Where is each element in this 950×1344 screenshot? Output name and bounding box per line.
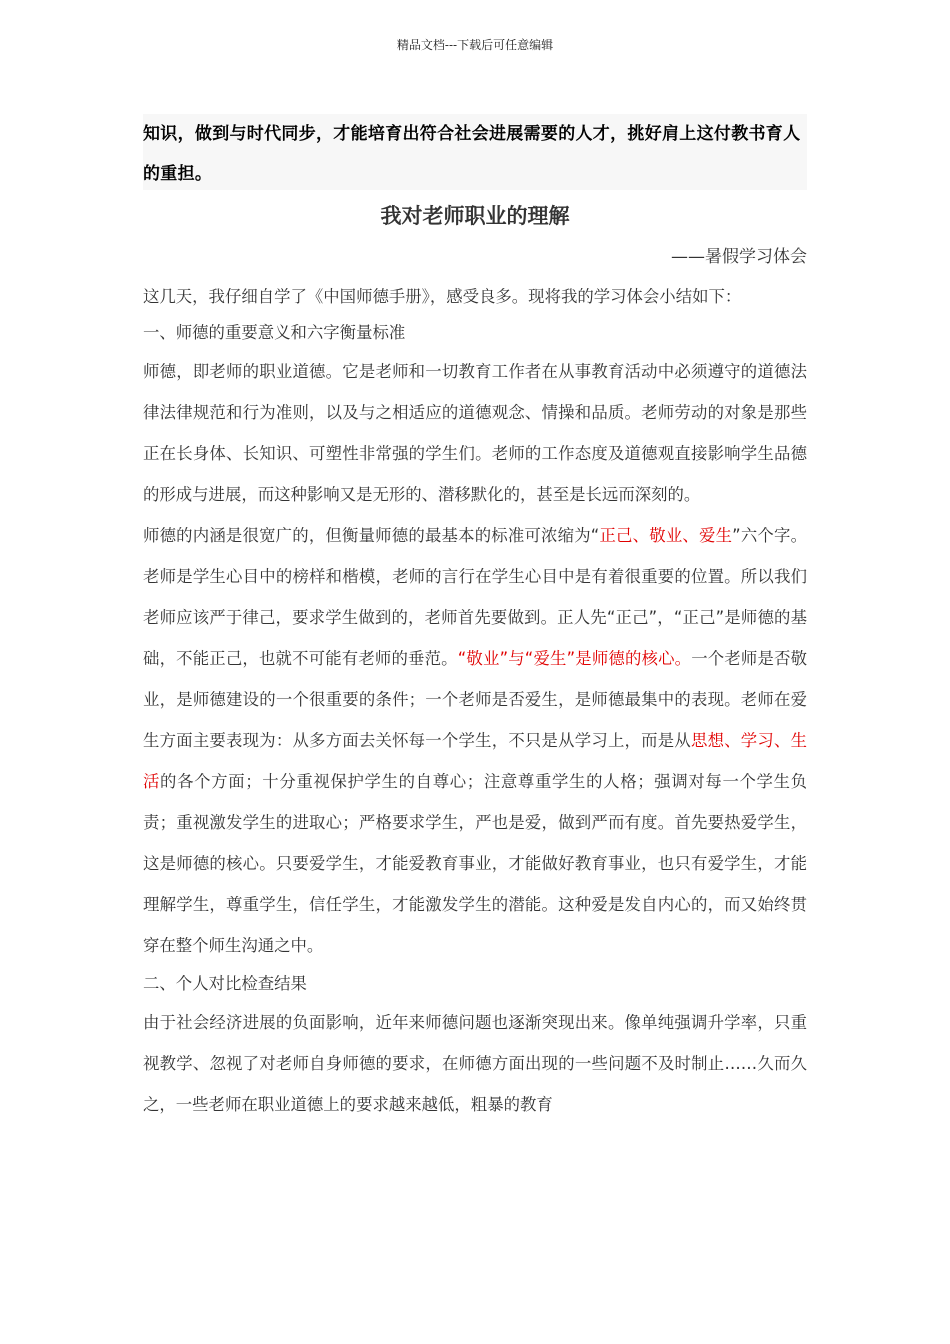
section-heading-1: 一、师德的重要意义和六字衡量标准 (143, 323, 406, 342)
para2-highlight-core: “敬业”与“爱生”是师德的核心。 (457, 649, 692, 668)
para2-highlight-aspects: 思想、学习、生活 (143, 731, 808, 791)
para2-text-b: ”六个字。老师是学生心目中的榜样和楷模，老师的言行在学生心目中是有着很重要的位置。所以我们老师应该严于律己，要求学生做到的，老师首先要做到。正人先“正己”，“正己”是师德的基础，不能正己，也就不可能有老师的垂范。 (143, 526, 807, 668)
article-title: 我对老师职业的理解 (380, 204, 570, 228)
article-body (143, 279, 807, 1125)
section-heading-2: 二、个人对比检查结果 (143, 974, 307, 993)
article-subtitle: ——暑假学习体会 (671, 247, 807, 267)
para2-text-d: 的各个方面；十分重视保护学生的自尊心；注意尊重学生的人格；强调对每一个学生负责；重视激发学生的进取心；严格要求学生，严也是爱，做到严而有度。首先要热爱学生，这是师德的核心。只要爱学生，才能爱教育事业，才能做好教育事业，也只有爱学生，才能理解学生，尊重学生，信任学生，才能激发学生的潜能。这种爱是发自内心的，而又始终贯穿在整个师生沟通之中。 (143, 772, 808, 955)
intro-text: 知识，做到与时代同步，才能培育出符合社会进展需要的人才，挑好肩上这付教书育人的重担。 (143, 124, 801, 184)
paragraph-1: 师德，即老师的职业道德。它是老师和一切教育工作者在从事教育活动中必须遵守的道德法律法律规范和行为准则，以及与之相适应的道德观念、情操和品质。老师劳动的对象是那些正在长身体、长知识、可塑性非常强的学生们。老师的工作态度及道德观直接影响学生品德的形成与进展，而这种影响又是无形的、潜移默化的，甚至是长远而深刻的。 (143, 362, 807, 504)
para2-text-c: 一个老师是否敬业，是师德建设的一个很重要的条件；一个老师是否爱生，是师德最集中的表现。老师在爱生方面主要表现为：从多方面去关怀每一个学生，不只是从学习上，而是从 (143, 649, 808, 750)
para2-text-a: 师德的内涵是很宽广的，但衡量师德的最基本的标准可浓缩为“ (143, 526, 600, 545)
paragraph-2 (143, 515, 807, 966)
opening-line: 这几天，我仔细自学了《中国师德手册》，感受良多。现将我的学习体会小结如下： (143, 287, 742, 306)
para2-highlight-six-words: 正己、敬业、爱生 (599, 526, 733, 545)
page-header-watermark: 精品文档---下载后可任意编辑 (396, 38, 554, 52)
intro-block (143, 114, 807, 190)
paragraph-3: 由于社会经济进展的负面影响，近年来师德问题也逐渐突现出来。像单纯强调升学率，只重视教学、忽视了对老师自身师德的要求，在师德方面出现的一些问题不及时制止……久而久之，一些老师在职业道德上的要求越来越低，粗暴的教育 (143, 1013, 807, 1114)
